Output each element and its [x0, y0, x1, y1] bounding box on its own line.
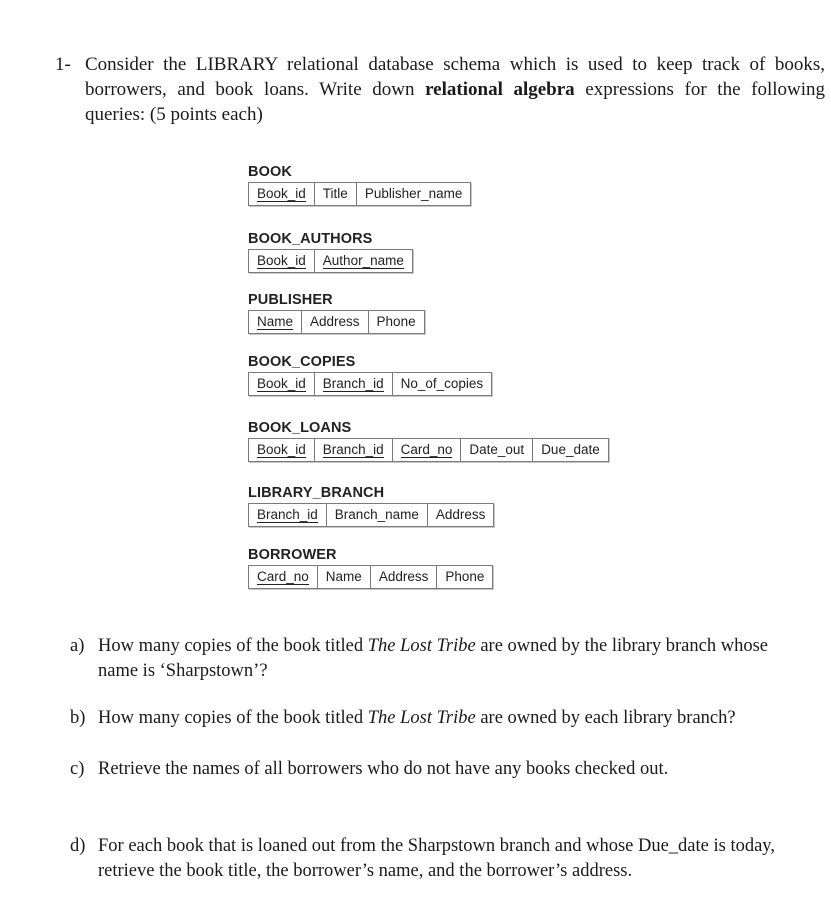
- subquestion-b-text-start: How many copies of the book titled: [98, 708, 368, 728]
- attribute-label: Publisher_name: [364, 186, 463, 201]
- key-attribute: [315, 439, 393, 461]
- question-text-start: Consider the LIBRARY relational database schema which is used to keep track of books, borrowers, and book loans. Write down: [85, 54, 825, 100]
- key-attribute: [249, 566, 318, 588]
- attribute: [327, 504, 428, 526]
- attribute-label: Author_name: [322, 253, 404, 268]
- attribute-label: Branch_id: [257, 507, 318, 522]
- attribute-label: Address: [435, 507, 486, 522]
- question-text: [85, 52, 825, 127]
- attribute: [371, 566, 438, 588]
- relation-name: BOOK_AUTHORS: [248, 231, 373, 247]
- subquestion-b-book-title: The Lost Tribe: [367, 708, 476, 728]
- relation-attributes: [248, 503, 494, 527]
- attribute: [533, 439, 608, 461]
- attribute-label: Name: [325, 569, 362, 584]
- attribute-label: Date_out: [469, 442, 525, 457]
- relation-name: BORROWER: [248, 547, 337, 563]
- relation-attributes: [248, 372, 492, 396]
- attribute-label: Name: [257, 314, 294, 329]
- subquestion-c-text: Retrieve the names of all borrowers who do not have any books checked out.: [98, 759, 669, 779]
- key-attribute: [249, 183, 315, 205]
- attribute-label: Book_id: [257, 253, 306, 268]
- attribute-label: Book_id: [257, 442, 306, 457]
- relation-attributes: [248, 310, 425, 334]
- subquestion-a-label: a): [70, 636, 85, 656]
- relation-library-branch: [248, 483, 494, 527]
- relation-attributes: [248, 565, 493, 589]
- relation-name: BOOK_LOANS: [248, 420, 352, 436]
- subquestion-a-text-start: How many copies of the book titled: [98, 636, 368, 656]
- key-attribute: [249, 250, 315, 272]
- attribute: [393, 373, 492, 395]
- question-intro: [55, 52, 825, 127]
- relation-borrower: [248, 545, 493, 589]
- subquestion-b-text: [98, 706, 805, 731]
- attribute: [369, 311, 424, 333]
- relation-publisher: [248, 290, 425, 334]
- subquestion-c-label: c): [70, 759, 85, 779]
- subquestion-b: [70, 706, 805, 731]
- attribute-label: No_of_copies: [400, 376, 484, 391]
- attribute: [318, 566, 371, 588]
- attribute: [437, 566, 492, 588]
- subquestion-d-label: d): [70, 836, 86, 856]
- attribute: [315, 183, 357, 205]
- subquestion-d-text: For each book that is loaned out from the Sharpstown branch and whose Due_date is today, retrieve the book title, the borrower’s name, and the borrower’s address.: [98, 836, 775, 881]
- attribute: [428, 504, 494, 526]
- key-attribute: [249, 311, 302, 333]
- attribute-label: Phone: [445, 569, 485, 584]
- key-attribute: [315, 373, 393, 395]
- attribute-label: Card_no: [257, 569, 309, 584]
- relation-name: BOOK: [248, 164, 292, 180]
- key-attribute: [393, 439, 462, 461]
- subquestion-a-text-end: are owned by the library branch whose name is ‘Sharpstown’?: [98, 636, 768, 681]
- subquestion-c: [70, 757, 805, 782]
- relation-attributes: [248, 249, 413, 273]
- attribute-label: Phone: [376, 314, 416, 329]
- subquestion-a-book-title: The Lost Tribe: [367, 636, 476, 656]
- question-text-end: expressions for the following queries: (5 points each): [85, 79, 826, 125]
- question-number: 1-: [55, 54, 71, 75]
- relation-name: LIBRARY_BRANCH: [248, 485, 385, 501]
- attribute: [461, 439, 533, 461]
- attribute-label: Address: [378, 569, 429, 584]
- attribute-label: Book_id: [257, 376, 306, 391]
- key-attribute: [249, 439, 315, 461]
- relation-attributes: [248, 438, 609, 462]
- key-attribute: [249, 373, 315, 395]
- attribute-label: Branch_id: [322, 442, 384, 457]
- relation-book-copies: [248, 352, 492, 396]
- attribute-label: Card_no: [400, 442, 453, 457]
- key-attribute: [249, 504, 327, 526]
- attribute: [302, 311, 369, 333]
- attribute-label: Address: [310, 314, 360, 329]
- relation-book: [248, 162, 471, 206]
- relation-book-authors: [248, 229, 413, 273]
- subquestion-b-text-end: are owned by each library branch?: [475, 708, 736, 728]
- relation-attributes: [248, 182, 471, 206]
- relation-name: PUBLISHER: [248, 292, 333, 308]
- attribute-label: Branch_id: [322, 376, 384, 391]
- key-attribute: [315, 250, 412, 272]
- subquestion-a: [70, 634, 805, 684]
- question-bold-text: relational algebra: [425, 79, 575, 100]
- subquestion-a-text: [98, 634, 805, 684]
- relation-name: BOOK_COPIES: [248, 354, 356, 370]
- relation-book-loans: [248, 418, 609, 462]
- attribute-label: Branch_name: [334, 507, 419, 522]
- attribute: [357, 183, 471, 205]
- attribute-label: Title: [322, 186, 348, 201]
- subquestion-b-label: b): [70, 708, 86, 728]
- subquestion-d: [70, 834, 805, 884]
- attribute-label: Book_id: [257, 186, 306, 201]
- attribute-label: Due_date: [541, 442, 600, 457]
